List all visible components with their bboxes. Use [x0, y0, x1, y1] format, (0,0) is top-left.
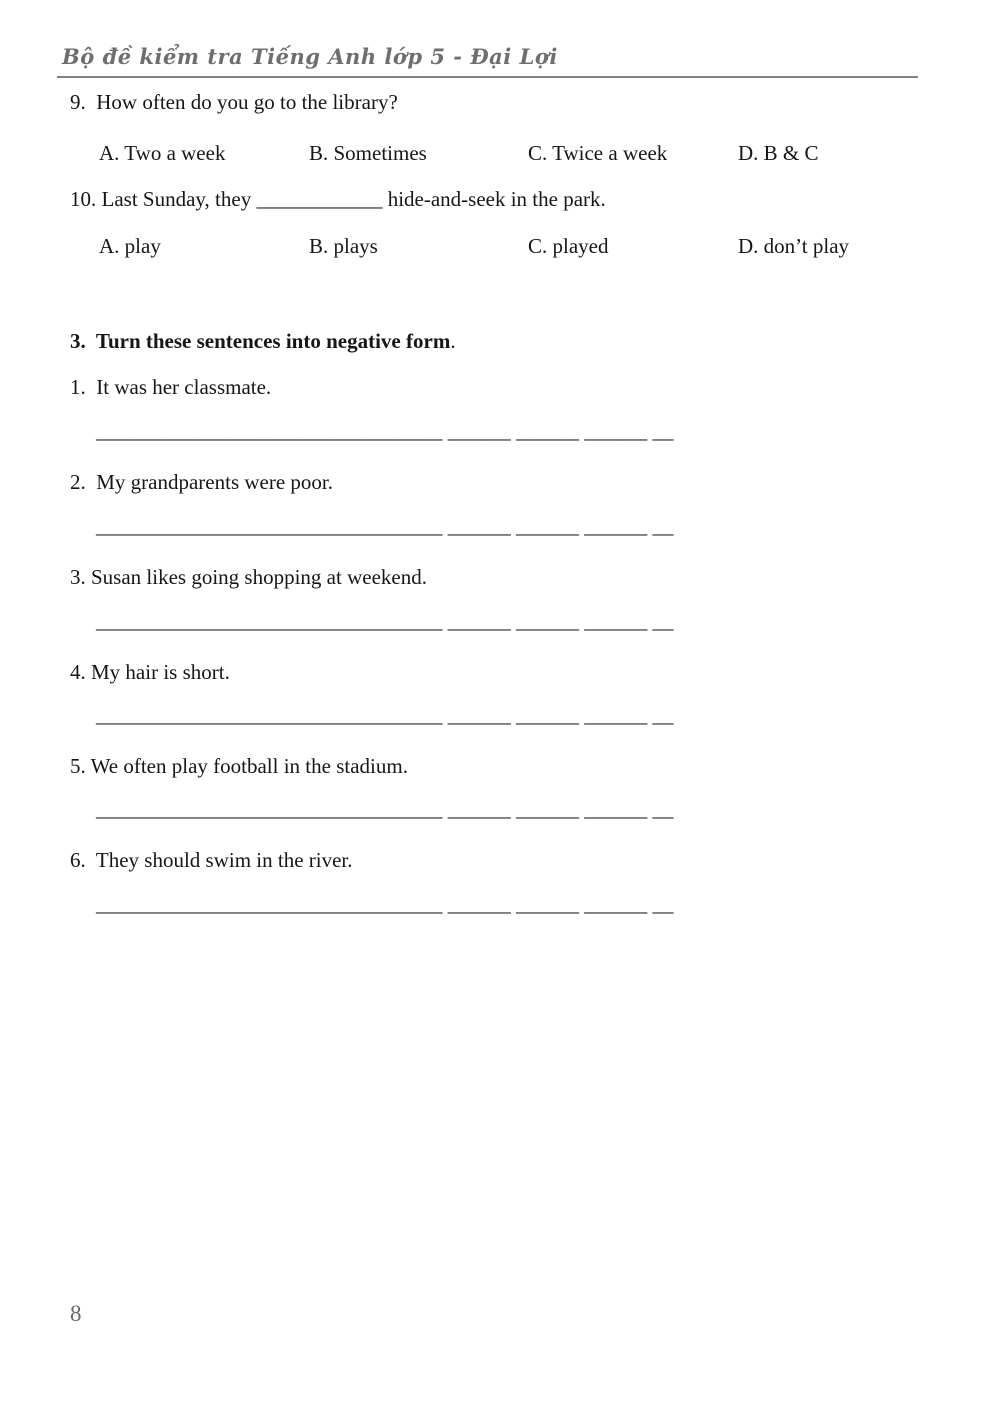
- question-9-option-b: B. Sometimes: [309, 141, 427, 165]
- answer-blank-5: _________________________________ ______ ______ ______ __: [96, 797, 674, 821]
- sentence-item-3: 3. Susan likes going shopping at weekend.: [70, 565, 427, 589]
- sentence-item-2: 2. My grandparents were poor.: [70, 470, 334, 494]
- question-9-text: 9. How often do you go to the library?: [70, 90, 398, 114]
- question-10-options-row: [99, 233, 849, 259]
- sentence-item-1: 1. It was her classmate.: [70, 375, 272, 399]
- question-9-option-d: D. B & C: [738, 141, 819, 165]
- page-number: 8: [70, 1301, 82, 1326]
- question-9-option-c: C. Twice a week: [528, 141, 668, 165]
- section-3-heading: [70, 328, 456, 354]
- section-3-heading-period: .: [450, 329, 456, 353]
- answer-blank-2: _________________________________ ______ ______ ______ __: [96, 514, 674, 538]
- question-10-option-a: A. play: [99, 234, 161, 258]
- question-9-option-a: A. Two a week: [99, 141, 226, 165]
- sentence-item-6: 6. They should swim in the river.: [70, 848, 353, 872]
- answer-blank-1: _________________________________ ______ ______ ______ __: [96, 419, 674, 443]
- header-divider-rule: [57, 76, 918, 78]
- question-10-option-b: B. plays: [309, 234, 378, 258]
- answer-blank-3: _________________________________ ______ ______ ______ __: [96, 609, 674, 633]
- question-10-option-d: D. don’t play: [738, 234, 850, 258]
- question-10-text: 10. Last Sunday, they ____________ hide-and-seek in the park.: [70, 187, 606, 211]
- sentence-item-5: 5. We often play football in the stadium.: [70, 754, 408, 778]
- question-10-option-c: C. played: [528, 234, 609, 258]
- sentence-item-4: 4. My hair is short.: [70, 660, 230, 684]
- section-3-heading-bold: 3. Turn these sentences into negative form: [70, 329, 451, 353]
- answer-blank-4: _________________________________ ______ ______ ______ __: [96, 703, 674, 727]
- page-header-title: Bộ đề kiểm tra Tiếng Anh lớp 5 - Đại Lợi: [62, 44, 558, 69]
- answer-blank-6: _________________________________ ______ ______ ______ __: [96, 892, 674, 916]
- question-9-options-row: [99, 140, 819, 166]
